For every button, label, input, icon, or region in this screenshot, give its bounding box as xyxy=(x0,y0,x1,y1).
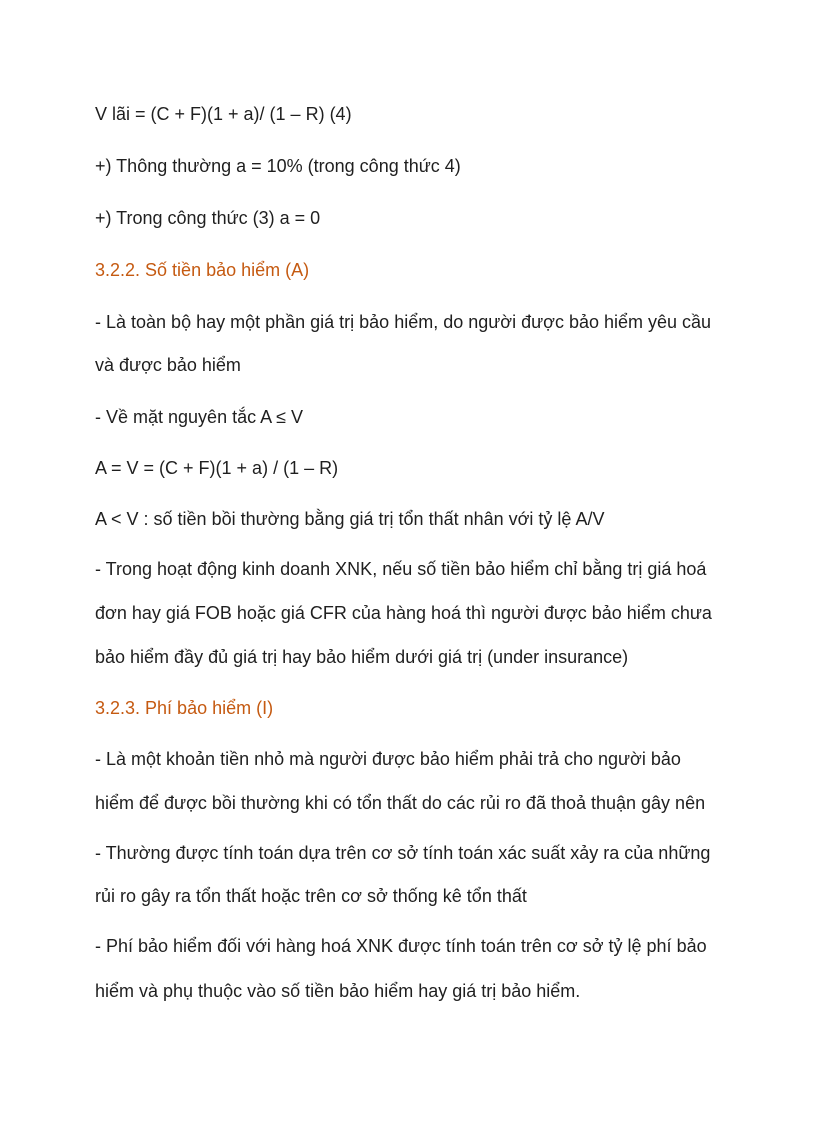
paragraph-line: đơn hay giá FOB hoặc giá CFR của hàng hoá thì người được bảo hiểm chưa xyxy=(95,603,712,623)
formula-a-less-v: A < V : số tiền bồi thường bằng giá trị tổn thất nhân với tỷ lệ A/V xyxy=(95,509,605,529)
paragraph-line: hiểm và phụ thuộc vào số tiền bảo hiểm hay giá trị bảo hiểm. xyxy=(95,981,581,1001)
paragraph-line: và được bảo hiểm xyxy=(95,355,241,375)
paragraph-line: bảo hiểm đầy đủ giá trị hay bảo hiểm dưới giá trị (under insurance) xyxy=(95,647,629,667)
heading-3-2-2: 3.2.2. Số tiền bảo hiểm (A) xyxy=(95,260,310,280)
paragraph-line: - Là một khoản tiền nhỏ mà người được bảo hiểm phải trả cho người bảo xyxy=(95,749,681,769)
note-a-zero: +) Trong công thức (3) a = 0 xyxy=(95,208,321,228)
paragraph-line: - Phí bảo hiểm đối với hàng hoá XNK được tính toán trên cơ sở tỷ lệ phí bảo xyxy=(95,936,707,956)
note-a-10-percent: +) Thông thường a = 10% (trong công thức 4) xyxy=(95,156,461,176)
paragraph-line: - Thường được tính toán dựa trên cơ sở tính toán xác suất xảy ra của những xyxy=(95,843,711,863)
paragraph-line: - Là toàn bộ hay một phần giá trị bảo hiểm, do người được bảo hiểm yêu cầu xyxy=(95,312,712,332)
formula-a-equals-v: A = V = (C + F)(1 + a) / (1 – R) xyxy=(95,458,339,478)
formula-v-lai: V lãi = (C + F)(1 + a)/ (1 – R) (4) xyxy=(95,104,352,124)
paragraph-line: rủi ro gây ra tổn thất hoặc trên cơ sở thống kê tổn thất xyxy=(95,886,527,906)
heading-3-2-3: 3.2.3. Phí bảo hiểm (I) xyxy=(95,698,274,718)
principle-a-le-v: - Về mặt nguyên tắc A ≤ V xyxy=(95,407,303,427)
paragraph-line: - Trong hoạt động kinh doanh XNK, nếu số tiền bảo hiểm chỉ bằng trị giá hoá xyxy=(95,559,707,579)
paragraph-line: hiểm để được bồi thường khi có tổn thất do các rủi ro đã thoả thuận gây nên xyxy=(95,793,706,813)
